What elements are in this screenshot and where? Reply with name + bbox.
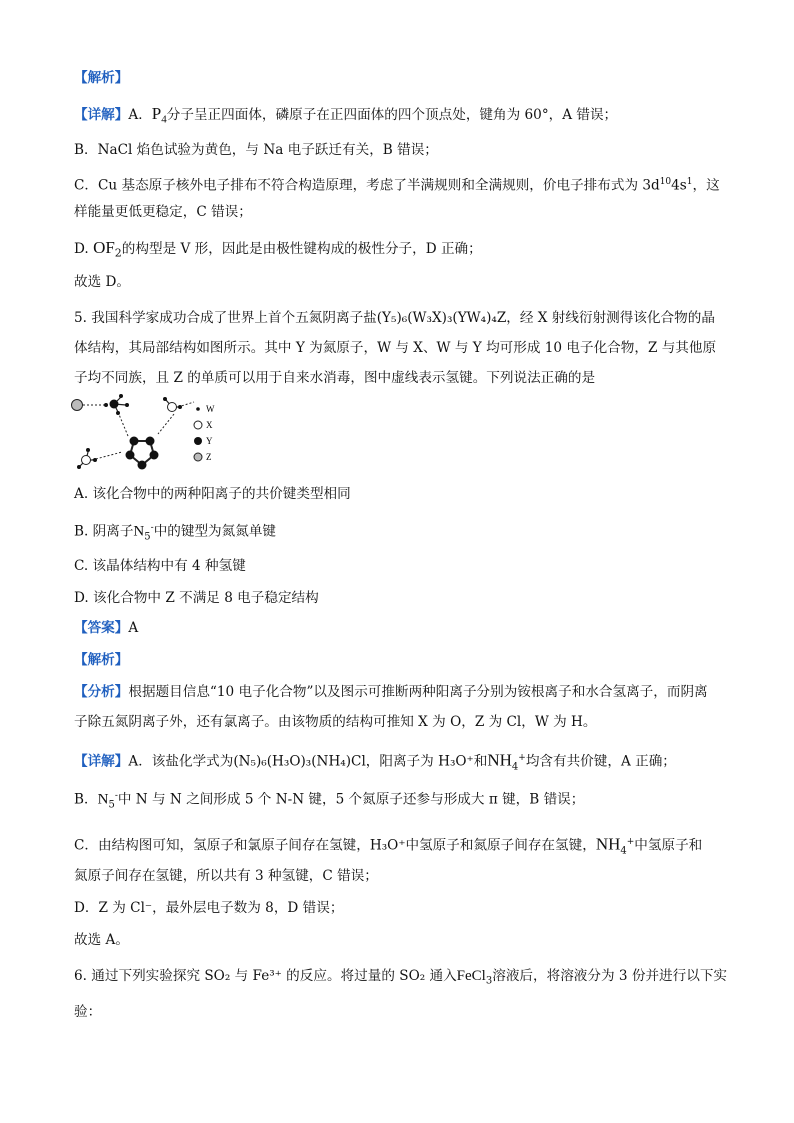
y-atom-icon <box>146 437 155 446</box>
q6-stem-line1: 6. 通过下列实验探究 SO₂ 与 Fe³⁺ 的反应。将过量的 SO₂ 通入FeCl$_3$溶液后，将溶液分为 3 份并进行以下实 <box>74 968 728 987</box>
w-atom-icon <box>116 411 120 415</box>
w-atom-icon <box>125 403 129 407</box>
w-atom-icon <box>104 403 108 407</box>
q5-option-a: A. 该化合物中的两种阳离子的共价键类型相同 <box>74 486 351 502</box>
y-atom-icon <box>138 461 147 470</box>
q5-option-c: C. 该晶体结构中有 4 种氢键 <box>74 558 246 574</box>
w-atom-icon <box>86 448 90 452</box>
q5-detail-c-line1: C．由结构图可知，氢原子和氯原子间存在氢键，H₃O⁺中氢原子和氮原子间存在氢键，$NH_4^+$中氢原子和 <box>74 834 703 857</box>
w-atom-icon <box>163 397 167 401</box>
q5-analysis-line1: 【分析】根据题目信息“10 电子化合物”以及图示可推断两种阳离子分别为铵根离子和水合氢离子，而阴离 <box>74 684 708 700</box>
q5-option-b: B. 阴离子$N_5^-$中的键型为氮氮单键 <box>74 523 277 543</box>
q5-answer: 【答案】A <box>74 620 139 636</box>
legend-y-icon <box>194 437 202 445</box>
q5-analysis-line2: 子除五氮阴离子外，还有氯离子。由该物质的结构可推知 X 为 O，Z 为 Cl，W 为 H。 <box>74 714 597 730</box>
legend-z-label: Z <box>206 452 212 462</box>
q5-conclusion: 故选 A。 <box>74 932 129 948</box>
q6-stem-line2: 验： <box>74 1004 102 1020</box>
q5-detail-b: B．$N_5^-$中 N 与 N 之间形成 5 个 N-N 键，5 个氮原子还参与形成大 π 键，B 错误； <box>74 791 585 811</box>
y-atom-icon <box>126 451 135 460</box>
legend-w-icon <box>196 407 200 411</box>
w-atom-icon <box>119 394 123 398</box>
q4-detail-c-line1: C．Cu 基态原子核外电子排布不符合构造原理，考虑了半满规则和全满规则，价电子排布式为 $3d^{10}4s^1$，这 <box>74 177 720 194</box>
legend-z-icon <box>194 453 202 461</box>
x-atom-icon <box>168 403 177 412</box>
w-atom-icon <box>77 465 81 469</box>
y-atom-icon <box>150 451 159 460</box>
q5-stem-line3: 子均不同族，且 Z 的单质可以用于自来水消毒，图中虚线表示氢键。下列说法正确的是 <box>74 370 596 386</box>
q5-option-d: D. 该化合物中 Z 不满足 8 电子稳定结构 <box>74 590 319 606</box>
legend-w-label: W <box>206 404 215 414</box>
q4-detail-b: B．NaCl 焰色试验为黄色，与 Na 电子跃迁有关，B 错误； <box>74 142 438 158</box>
w-atom-icon <box>178 405 182 409</box>
z-atom-icon <box>72 400 83 411</box>
crystal-structure-diagram <box>66 392 226 478</box>
legend-y-label: Y <box>206 436 213 446</box>
x-atom-icon <box>82 456 91 465</box>
q4-detail-c-line2: 样能量更低更稳定，C 错误； <box>74 204 252 220</box>
q5-detail-d: D．Z 为 Cl⁻，最外层电子数为 8，D 错误； <box>74 900 344 916</box>
q5-jiexi-heading: 【解析】 <box>74 652 129 668</box>
legend-x-label: X <box>206 420 213 430</box>
legend-x-icon <box>194 421 202 429</box>
legend <box>194 404 215 462</box>
q5-stem-line2: 体结构，其局部结构如图所示。其中 Y 为氮原子，W 与 X、W 与 Y 均可形成 10 电子化合物，Z 与其他原 <box>74 340 717 356</box>
y-atom-icon <box>110 400 119 409</box>
q4-conclusion: 故选 D。 <box>74 274 131 290</box>
jiexi-heading: 【解析】 <box>74 70 129 86</box>
q4-detail-a: 【详解】A．$P_4$分子呈正四面体，磷原子在正四面体的四个顶点处，键角为 60°，A 错误； <box>74 104 618 126</box>
q5-stem-line1: 5. 我国科学家成功合成了世界上首个五氮阴离子盐(Y₅)₆(W₃X)₃(YW₄)₄Z，经 X 射线衍射测得该化合物的晶 <box>74 310 715 326</box>
q4-detail-d: D. $OF_2$的构型是 V 形，因此是由极性键构成的极性分子，D 正确； <box>74 238 482 260</box>
w-atom-icon <box>93 458 97 462</box>
q5-detail-c-line2: 氮原子间存在氢键，所以共有 3 种氢键，C 错误； <box>74 868 378 884</box>
q5-detail-a: 【详解】A．该盐化学式为(N₅)₆(H₃O)₃(NH₄)Cl，阳离子为 H₃O⁺和$NH_4^+$均含有共价键，A 正确； <box>74 750 676 773</box>
y-atom-icon <box>130 437 139 446</box>
